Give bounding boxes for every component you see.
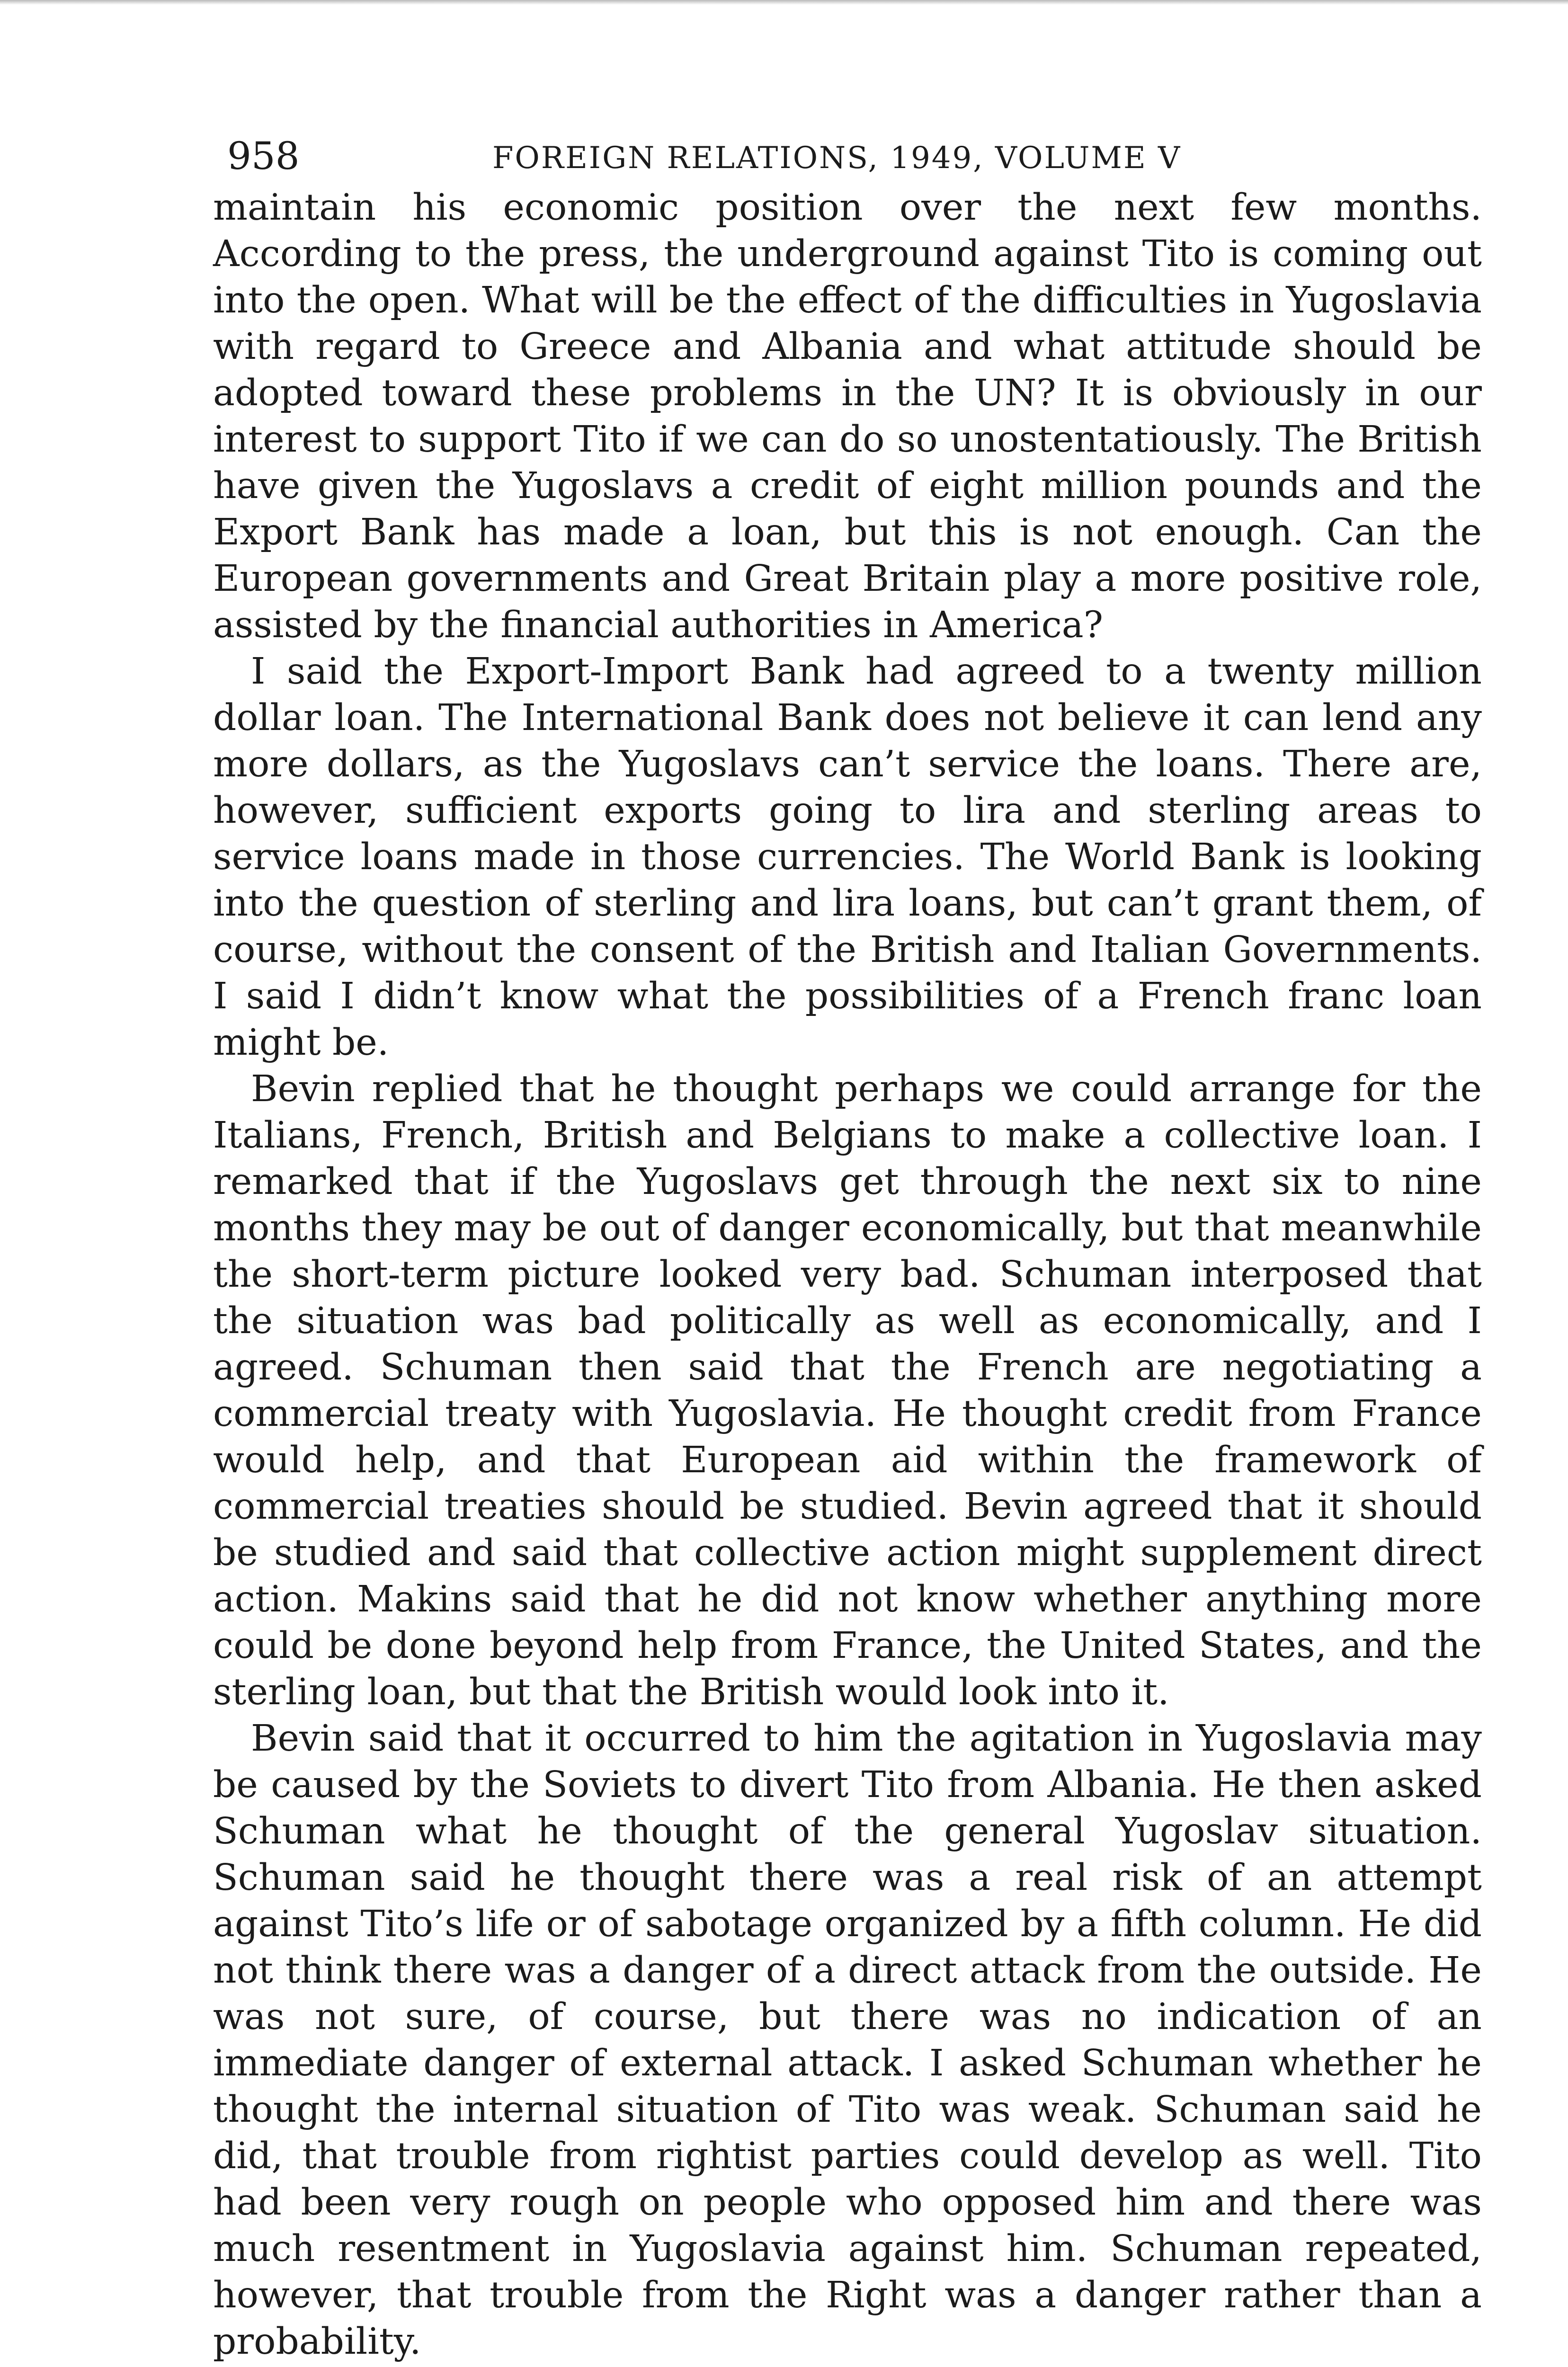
running-head	[213, 128, 1482, 185]
paragraph-2: I said the Export-Import Bank had agreed to a twenty million dollar loan. The International Bank does not believe it can lend any more dollars, as the Yugoslavs can’t service the loans. There are, however, sufficient exports going to lira and sterling areas to service loans made in those currencies. The World Bank is looking into the question of sterling and lira loans, but can’t grant them, of course, without the consent of the British and Italian Governments. I said I didn’t know what the possibilities of a French franc loan might be.	[213, 650, 1482, 1064]
paragraph-3: Bevin replied that he thought perhaps we could arrange for the Italians, French, British and Belgians to make a collective loan. I remarked that if the Yugoslavs get through the next six to nine months they may be out of danger economically, but that meanwhile the short-term picture looked very bad. Schuman interposed that the situation was bad politically as well as economically, and I agreed. Schuman then said that the French are negotiating a commercial treaty with Yugoslavia. He thought credit from France would help, and that European aid within the framework of commercial treaties should be studied. Bevin agreed that it should be studied and said that collective action might supplement direct action. Makins said that he did not know whether anything more could be done beyond help from France, the United States, and the sterling loan, but that the British would look into it.	[213, 1068, 1482, 1713]
paragraph-4: Bevin said that it occurred to him the agitation in Yugoslavia may be caused by the Soviets to divert Tito from Albania. He then asked Schuman what he thought of the general Yugoslav situation. Schuman said he thought there was a real risk of an attempt against Tito’s life or of sabotage organized by a fifth column. He did not think there was a danger of a direct attack from the outside. He was not sure, of course, but there was no indication of an immediate danger of external attack. I asked Schuman whether he thought the internal situation of Tito was weak. Schuman said he did, that trouble from rightist parties could develop as well. Tito had been very rough on people who opposed him and there was much resentment in Yugoslavia against him. Schuman repeated, however, that trouble from the Right was a danger rather than a probability.	[213, 1717, 1482, 2363]
page-number: 958	[227, 134, 300, 178]
body-text	[213, 185, 1482, 2365]
running-title: FOREIGN RELATIONS, 1949, VOLUME V	[492, 141, 1182, 176]
scan-edge	[0, 0, 1568, 5]
paragraph-1: maintain his economic position over the next few months. According to the press, the underground against Tito is coming out into the open. What will be the effect of the difficulties in Yugoslavia with regard to Greece and Albania and what attitude should be adopted toward these problems in the UN? It is obviously in our interest to support Tito if we can do so unostentatiously. The British have given the Yugoslavs a credit of eight million pounds and the Export Bank has made a loan, but this is not enough. Can the European governments and Great Britain play a more positive role, assisted by the financial authorities in America?	[213, 187, 1482, 646]
document-page	[213, 128, 1482, 2365]
